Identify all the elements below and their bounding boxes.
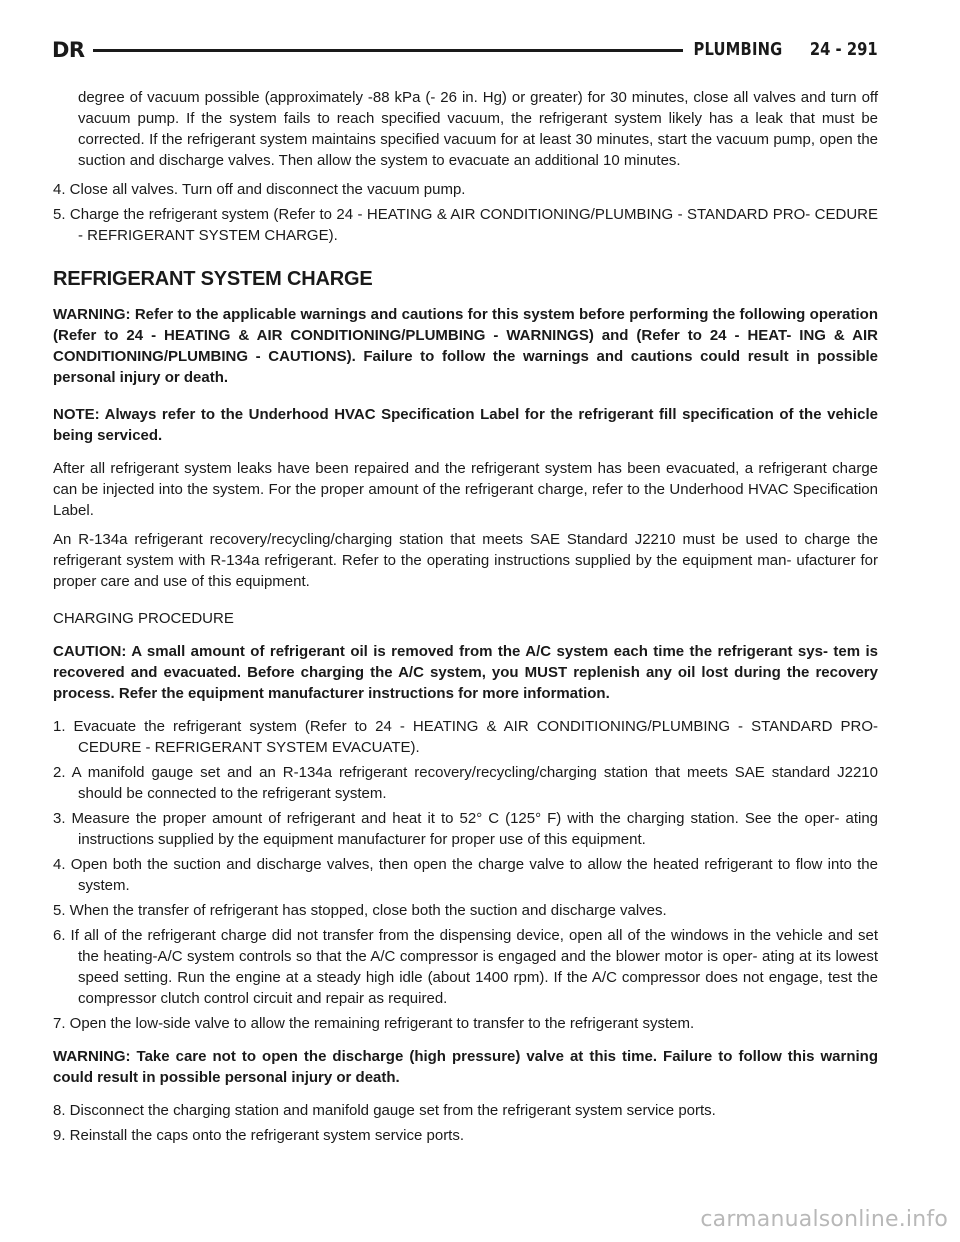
site-watermark: carmanualsonline.info [700, 1207, 948, 1232]
intro-paragraph-2: An R-134a refrigerant recovery/recycling/charging station that meets SAE Standard J2210 must be used to charge the refrigerant system with R-134a refrigerant. Refer to the operating instructions supplied by the equipment man- ufacturer for proper care and use of this equipment. [53, 531, 878, 590]
procedure-step-9: 9. Reinstall the caps onto the refrigerant system service ports. [53, 1127, 465, 1144]
header-page-number: 24 - 291 [810, 39, 878, 60]
page-content [53, 87, 878, 1146]
page-header [52, 38, 878, 68]
procedure-step-7: 7. Open the low-side valve to allow the remaining refrigerant to transfer to the refrigerant system. [53, 1015, 695, 1032]
procedure-step-4: 4. Open both the suction and discharge valves, then open the charge valve to allow the heated refrigerant to flow into the system. [53, 856, 878, 894]
section-warning: WARNING: Refer to the applicable warnings and cautions for this system before performing the following operation (Refer to 24 - HEATING & AIR CONDITIONING/PLUMBING - WARNINGS) and (Refer to 24 - HEAT- ING & AIR CONDITIONING/PLUMBING - CAUTIONS). Failure to follow the warnings and cautions could result in possible personal injury or death. [53, 306, 878, 386]
continuation-paragraph: degree of vacuum possible (approximately -88 kPa (- 26 in. Hg) or greater) for 30 minutes, close all valves and turn off vacuum pump. If the system fails to reach specified vacuum, the refrigerant system likely has a leak that must be corrected. If the refrigerant system maintains specified vacuum for at least 30 minutes, start the vacuum pump, open the suction and discharge valves. Then allow the system to evacuate an additional 10 minutes. [78, 89, 878, 169]
section-note: NOTE: Always refer to the Underhood HVAC Specification Label for the refrigerant fill specification of the vehicle being serviced. [53, 406, 878, 444]
procedure-step-5: 5. When the transfer of refrigerant has stopped, close both the suction and discharge valves. [53, 902, 667, 919]
header-section-title: PLUMBING [693, 39, 782, 60]
procedure-warning: WARNING: Take care not to open the discharge (high pressure) valve at this time. Failure to follow this warning could result in possible personal injury or death. [53, 1048, 878, 1086]
procedure-caution: CAUTION: A small amount of refrigerant oil is removed from the A/C system each time the refrigerant sys- tem is recovered and evacuated. Before charging the A/C system, you MUST replenish any oil lost during the recovery process. Refer the equipment manufacturer instructions for more information. [53, 643, 878, 702]
header-model-code: DR [52, 38, 85, 62]
header-rule [93, 49, 683, 52]
procedure-step-1: 1. Evacuate the refrigerant system (Refer to 24 - HEATING & AIR CONDITIONING/PLUMBING - STANDARD PRO- CEDURE - REFRIGERANT SYSTEM EVACUATE). [53, 718, 878, 756]
procedure-step-6: 6. If all of the refrigerant charge did not transfer from the dispensing device, open all of the windows in the vehicle and set the heating-A/C system controls so that the A/C compressor is engaged and the blower motor is oper- ating at its lowest speed setting. Run the engine at a steady high idle (about 1400 rpm). If the A/C compressor does not engage, test the compressor clutch control circuit and repair as required. [53, 927, 878, 1007]
evacuate-step-4: 4. Close all valves. Turn off and disconnect the vacuum pump. [53, 181, 466, 198]
procedure-step-3: 3. Measure the proper amount of refrigerant and heat it to 52° C (125° F) with the charging station. See the oper- ating instructions supplied by the equipment manufacturer for proper use of this equipment. [53, 810, 878, 848]
evacuate-step-5: 5. Charge the refrigerant system (Refer to 24 - HEATING & AIR CONDITIONING/PLUMBING - STANDARD PRO- CEDURE - REFRIGERANT SYSTEM CHARGE). [53, 206, 878, 244]
intro-paragraph-1: After all refrigerant system leaks have been repaired and the refrigerant system has been evacuated, a refrigerant charge can be injected into the system. For the proper amount of the refrigerant charge, refer to the Underhood HVAC Specification Label. [53, 460, 878, 519]
section-title: REFRIGERANT SYSTEM CHARGE [53, 268, 373, 290]
procedure-step-8: 8. Disconnect the charging station and manifold gauge set from the refrigerant system service ports. [53, 1102, 716, 1119]
procedure-step-2: 2. A manifold gauge set and an R-134a refrigerant recovery/recycling/charging station that meets SAE standard J2210 should be connected to the refrigerant system. [53, 764, 878, 802]
procedure-title: CHARGING PROCEDURE [53, 610, 234, 627]
